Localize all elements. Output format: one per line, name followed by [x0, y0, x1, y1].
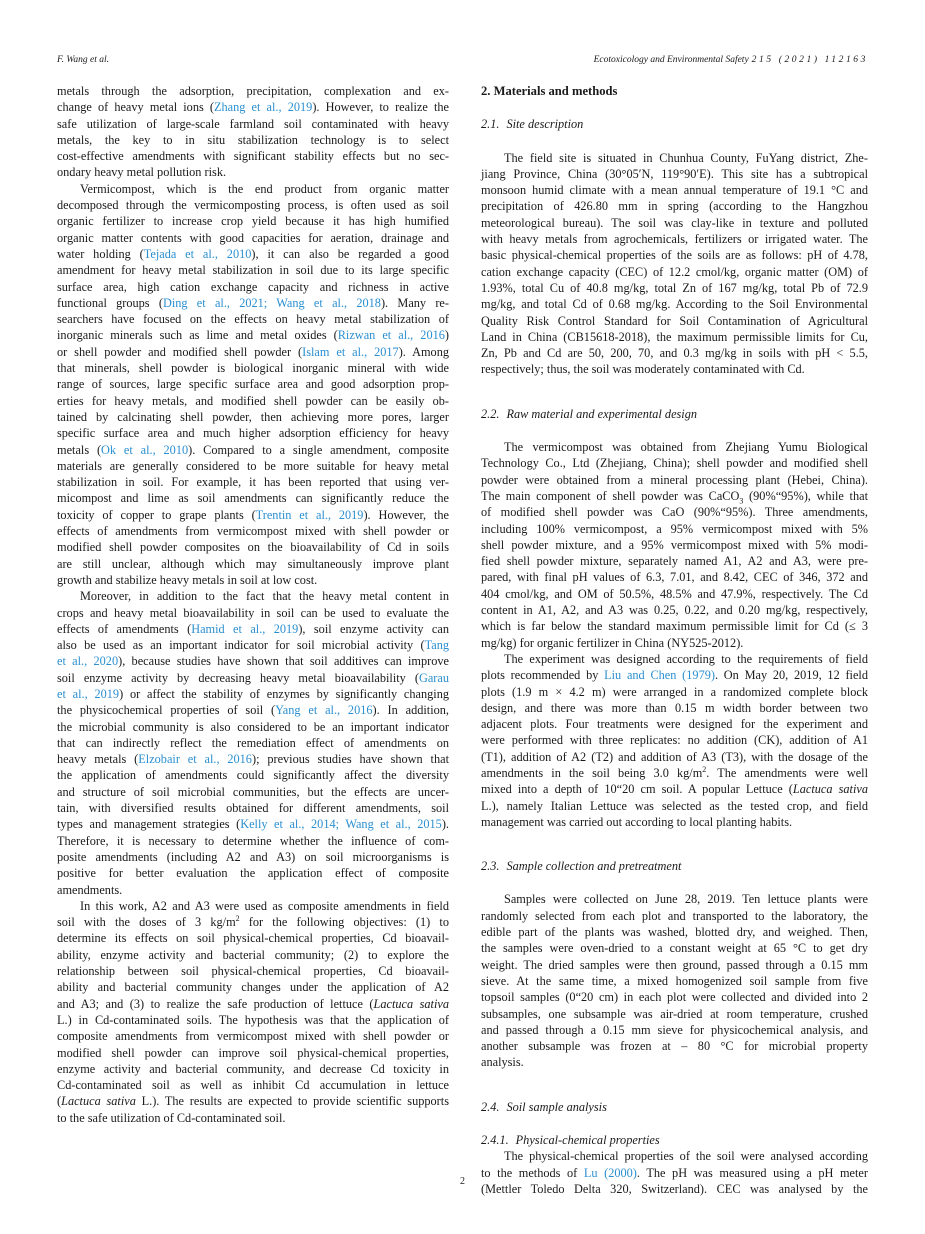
subsection-number: 2.3.	[481, 859, 500, 874]
text-line: sieve. At the same time, a mixed homogenized soil sample from five	[481, 973, 868, 988]
text-line: that minerals, shell powder is biological inorganic mineral with wide	[57, 361, 449, 376]
text-line: searchers have focused on the effects on heavy metal stabilization of	[57, 312, 449, 327]
text-line: the microbial community is also considered to be an important indicator	[57, 719, 449, 734]
text-line: effects of amendments from vermicompost mixed with shell powder or	[57, 524, 449, 539]
text-line: powder were obtained from a mineral processing plant (Hebei, China).	[481, 472, 868, 487]
left-column	[57, 83, 449, 1126]
text-line: stabilization in soil. For example, it has been reported that using ver-	[57, 475, 449, 490]
text-line: posite amendments (including A2 and A3) on soil microorganisms is	[57, 849, 449, 864]
text-line: amendment for heavy metal stabilization in soil due to its large specific	[57, 263, 449, 278]
text-line: tained by calcinating shell powder, then achieving more pores, larger	[57, 409, 449, 424]
text-line: Moreover, in addition to the fact that the heavy metal content in	[80, 589, 449, 604]
journal-name: Ecotoxicology and Environmental Safety	[593, 55, 749, 65]
paragraph	[481, 150, 868, 378]
text-line: micompost and lime as soil amendments can significantly reduce the	[57, 491, 449, 506]
paragraph	[481, 891, 868, 1070]
text-line: were performed with three replicates: no addition (CK), addition of A1	[481, 733, 868, 748]
citation-link[interactable]: Ding et al., 2021; Wang et al., 2018	[162, 295, 381, 310]
text-line: ability, enzyme activity and bacterial community; (2) to explore the	[57, 947, 449, 962]
citation-link[interactable]: Elzobair et al., 2016	[138, 752, 252, 767]
subscript: 3	[739, 496, 744, 506]
text-line: change of heavy metal ions (Zhang et al., 2019). However, to realize the	[57, 100, 450, 115]
text-line: effects of amendments (Hamid et al., 2019), soil enzyme activity can	[57, 621, 449, 636]
text-line: inorganic minerals such as lime and metal oxides (Rizwan et al., 2016)	[57, 328, 449, 343]
text-line: (Mettler Toledo Delta 320, Switzerland). CEC was analysed by the	[481, 1181, 868, 1196]
text-line: ondary heavy metal pollution risk.	[57, 165, 227, 180]
paragraph	[481, 1148, 868, 1197]
text-line: positive for better evaluation the application effect of composite	[57, 866, 449, 881]
text-line: Cd-contaminated soil as well as inhibit Cd accumulation in lettuce	[57, 1078, 449, 1093]
text-line: et al., 2019) or affect the stability of enzymes by significantly changing	[57, 686, 450, 701]
text-line: organic matter contents with good capacities for aeration, drainage and	[57, 230, 449, 245]
subsection	[481, 406, 868, 830]
text-line: safe utilization of large-scale farmland soil contaminated with heavy	[57, 116, 449, 131]
subsubsection-heading	[481, 1132, 868, 1148]
species-name: Lactuca sativa	[61, 1094, 136, 1109]
subsection	[481, 858, 868, 1071]
text-line: amendments in the soil being 3.0 $kg/m^2$. The amendments were well	[481, 764, 868, 780]
paragraph	[481, 439, 868, 651]
text-line: soil enzyme activity by decreasing heavy metal bioavailability (Garau	[57, 670, 449, 685]
text-line: cation exchange capacity (CEC) of 12.2 cmol/kg, organic matter (OM) of	[481, 264, 868, 279]
subsection-heading	[481, 406, 868, 422]
citation-link[interactable]: Rizwan et al., 2016	[337, 328, 445, 343]
text-line: randomly selected from each plot and transported to the laboratory, the	[481, 908, 868, 923]
paragraph	[57, 181, 449, 588]
text-line: materials are generally considered to be more suitable for heavy metal	[57, 458, 449, 473]
citation-link[interactable]: Islam et al., 2017	[302, 344, 399, 359]
text-line: Land in China (CB15618-2018), the maximum permissible limits for Cu,	[481, 329, 868, 344]
text-line: basic physical-chemical properties of the soils are as follows: pH of 4.78,	[481, 248, 868, 263]
text-line: respectively; thus, the soil was moderately contaminated with Cd.	[481, 362, 805, 377]
citation-link[interactable]: Yang et al., 2016	[275, 703, 373, 718]
right-column	[481, 83, 868, 1197]
text-line: of modified shell powder was CaO (90%“95%). Three amendments,	[481, 505, 868, 520]
text-line: enzyme activity and bacterial community, and decrease Cd toxicity in	[57, 1061, 449, 1076]
text-line: tain, with diversified results obtained for different amendments, soil	[57, 801, 449, 816]
text-line: mg/kg) for organic fertilizer in China (NY525-2012).	[481, 635, 744, 650]
text-line: soil with the doses of 3 $kg/m^2$ for the following objectives: (1) to	[57, 914, 449, 930]
text-line: metals (Ok et al., 2010). Compared to a single amendment, composite	[57, 442, 449, 457]
text-line: analysis.	[481, 1055, 524, 1070]
text-line: growth and stabilize heavy metals in soil at low cost.	[57, 572, 318, 587]
text-line: Vermicompost, which is the end product from organic matter	[80, 181, 449, 196]
text-line: fied shell powder mixture, separately named A1, A2 and A3, were pre-	[481, 554, 868, 569]
text-line: metals through the adsorption, precipitation, complexation and ex-	[57, 84, 449, 98]
subsection-heading	[481, 858, 868, 874]
text-line: mixed into a depth of 10“20 cm soil. A popular Lettuce (Lactuca sativa	[481, 782, 868, 797]
text-line: functional groups (Ding et al., 2021; Wang et al., 2018). Many re-	[57, 295, 449, 310]
text-line: also be used as an important indicator for soil microbial activity (Tang	[57, 638, 449, 653]
text-line: decomposed through the vermicomposting process, is often used as soil	[57, 198, 449, 213]
text-line: 404 cmol/kg, and OM of 50.5%, 48.5% and 47.9%, respectively. The Cd	[481, 586, 868, 601]
paragraph	[481, 651, 868, 830]
subsection	[481, 116, 868, 377]
text-line: L.), namely Italian Lettuce was selected as the tested crop, and field	[481, 798, 868, 813]
citation-link[interactable]: Ok et al., 2010	[101, 442, 189, 457]
text-line: and structure of soil microbial communities, but the effects are uncer-	[57, 784, 449, 799]
text-line: (Lactuca sativa L.). The results are expected to provide scientific supports	[57, 1094, 449, 1109]
citation-link[interactable]: Tejada et al., 2010	[143, 246, 252, 261]
text-line: to the methods of Lu (2000). The pH was measured using a pH meter	[481, 1165, 868, 1180]
text-line: The experiment was designed according to the requirements of field	[504, 651, 868, 666]
text-line: the physicochemical properties of soil (Yang et al., 2016). In addition,	[57, 703, 449, 718]
citation-link[interactable]: Liu and Chen (1979)	[604, 668, 715, 683]
text-line: and A3; and (3) to realize the safe production of lettuce (Lactuca sativa	[57, 996, 449, 1011]
text-line: erties for heavy metals, and modified shell powder can be easily ob-	[57, 393, 449, 408]
subsubsection-title: Physical-chemical properties	[515, 1133, 660, 1148]
text-line: shell powder mixture, and a 95% vermicompost mixed with 5% modi-	[481, 537, 868, 552]
text-line: Quality Risk Control Standard for Soil Contamination of Agricultural	[481, 313, 868, 328]
text-line: The vermicompost was obtained from Zhejiang Yumu Biological	[504, 440, 868, 455]
text-line: metals, the key to in situ stabilization technology is to select	[57, 132, 449, 147]
text-line: L.) in Cd-contaminated soils. The hypothesis was that the application of	[57, 1012, 449, 1027]
subsection-title: Soil sample analysis	[506, 1099, 607, 1114]
text-line: topsoil samples (0“20 cm) in each plot were collected and divided into 2	[481, 990, 868, 1005]
citation-link[interactable]: Kelly et al., 2014; Wang et al., 2015	[240, 817, 442, 832]
running-header-author: F. Wang et al.	[57, 55, 109, 65]
subsection-heading	[481, 1099, 868, 1115]
text-line: which is far below the standard maximum permissible limit for Cd (≤ 3	[481, 619, 868, 634]
text-line: modified shell powder composites on the bioavailability of Cd in soils	[57, 540, 449, 555]
subsection-title: Sample collection and pretreatment	[506, 859, 682, 874]
text-line: composite amendments from vermicompost mixed with shell powder or	[57, 1029, 449, 1044]
text-line: ability and bacterial community changes under the application of A2	[57, 980, 449, 995]
text-line: specific surface area and much higher adsorption efficiency for heavy	[57, 426, 449, 441]
journal-citation: 215 (2021) 112163	[751, 55, 868, 65]
text-line: cost-effective amendments with significant stability effects but no sec-	[57, 149, 449, 164]
text-line: The field site is situated in Chunhua County, FuYang district, Zhe-	[504, 150, 868, 165]
superscript: 2	[702, 764, 707, 774]
text-line: amendments.	[57, 882, 123, 897]
text-line: determine its effects on soil physical-chemical properties, Cd bioavail-	[57, 931, 449, 946]
section-heading: 2. Materials and methods	[481, 84, 618, 98]
running-header-journal	[594, 55, 868, 65]
citation-link[interactable]: Garau	[418, 670, 449, 685]
text-line: weight. The dried samples were then ground, passed through a 0.15 mm	[481, 957, 868, 972]
text-line: the application of amendments could significantly affect the diversity	[57, 768, 449, 783]
text-line: organic fertilizer to increase crop yield because it has high humified	[57, 214, 449, 229]
page-number: 2	[460, 1176, 465, 1187]
citation-link[interactable]: Trentin et al., 2019	[255, 507, 364, 522]
citation-link[interactable]: Lu (2000)	[583, 1165, 637, 1180]
text-line: with heavy metals from agrochemicals, fertilizers or irrigated water. The	[481, 232, 868, 247]
text-line: crops and heavy metal bioavailability in soil can be used to evaluate the	[57, 605, 449, 620]
text-line: precipitation of 426.80 mm in spring (according to the Hangzhou	[481, 199, 868, 214]
species-name: Lactuca sativa	[792, 782, 868, 797]
text-line: surface area, high cation exchange capacity and richness in active	[57, 279, 449, 294]
text-line: including 100% vermicompost, a 95% vermicompost mixed with 5%	[481, 521, 868, 536]
text-line: water holding (Tejada et al., 2010), it can also be regarded a good	[57, 246, 450, 261]
subsection-heading	[481, 116, 868, 132]
text-line: modified shell powder can improve soil physical-chemical properties,	[57, 1045, 449, 1060]
text-line: are still unclear, although which may simultaneously improve plant	[57, 556, 449, 571]
text-line: pared, with final pH values of 6.3, 7.01, and 8.42, CEC of 346, 372 and	[481, 570, 868, 585]
text-line: The physical-chemical properties of the soil were analysed according	[504, 1149, 868, 1164]
text-line: Samples were collected on June 28, 2019. Ten lettuce plants were	[504, 892, 868, 907]
text-line: (T1), addition of A2 (T2) and addition of A3 (T3), with the dosage of the	[481, 749, 868, 764]
text-line: In this work, A2 and A3 were used as composite amendments in field	[80, 898, 449, 913]
text-line: another subsample was frozen at – 80 °C for microbial property	[481, 1039, 868, 1054]
text-line: heavy metals (Elzobair et al., 2016); previous studies have shown that	[57, 752, 449, 767]
text-line: adjacent plots. Four treatments were designed for the experiment and	[481, 717, 868, 732]
text-line: management was carried out according to local planting habits.	[481, 814, 793, 829]
text-line: plots recommended by Liu and Chen (1979). On May 20, 2019, 12 field	[481, 668, 868, 683]
text-line: mg/kg, and total Cd of 0.68 mg/kg. According to the Soil Environmental	[481, 297, 868, 312]
text-line: Technology Co., Ltd (Zhejiang, China); shell powder and modified shell	[481, 456, 868, 471]
citation-link[interactable]: et al., 2019	[57, 686, 120, 701]
citation-link[interactable]: et al., 2020	[57, 654, 119, 669]
subsection-number: 2.1.	[481, 117, 500, 132]
text-line: The main component of shell powder was CaCO$_3$ (90%“95%), while that	[481, 488, 868, 506]
subsection-number: 2.4.	[481, 1099, 500, 1114]
text-line: content in A1, A2, and A3 was 0.25, 0.22, and 0.20 mg/kg, respectively,	[481, 603, 868, 618]
subsection-number: 2.2.	[481, 406, 500, 421]
text-line: design, and there was more than 0.15 m width border between two	[481, 700, 868, 715]
paragraph	[57, 588, 449, 898]
text-line: 1.93%, total Cu of 40.8 mg/kg, total Zn of 167 mg/kg, total Pb of 72.9	[481, 280, 868, 295]
text-line: subsamples, one subsample was air-dried at room temperature, crushed	[481, 1006, 868, 1021]
subsubsection-number: 2.4.1.	[481, 1133, 509, 1148]
species-name: Lactuca sativa	[373, 996, 449, 1011]
paragraph	[57, 83, 449, 181]
superscript: 2	[235, 914, 240, 924]
text-line: to the safe utilization of Cd-contaminated soil.	[57, 1110, 286, 1125]
text-line: or shell powder and modified shell powder (Islam et al., 2017). Among	[57, 344, 449, 359]
text-line: range of sources, large specific surface area and good adsorption prop-	[57, 377, 449, 392]
text-line: meteorological bureau). The soil was clay-like in texture and polluted	[481, 215, 868, 230]
text-line: et al., 2020), because studies have shown that soil additives can improve	[57, 654, 449, 669]
subsection-title: Site description	[506, 117, 584, 132]
text-line: that can indirectly reflect the remediation effect of amendments on	[57, 735, 449, 750]
text-line: toxicity of copper to grape plants (Trentin et al., 2019). However, the	[57, 507, 449, 522]
text-line: and passed through a 0.15 mm sieve for physicochemical analysis, and	[481, 1022, 868, 1037]
citation-link[interactable]: Zhang et al., 2019	[214, 100, 313, 115]
text-line: monsoon humid climate with a mean annual temperature of 19.1 °C and	[481, 183, 868, 198]
text-line: the samples were oven-dried to a constant weight at 65 °C to get dry	[481, 941, 868, 956]
text-line: edible part of the plants was washed, blotted dry, and weighed. Then,	[481, 925, 868, 940]
text-line: types and management strategies (Kelly et al., 2014; Wang et al., 2015).	[57, 817, 449, 832]
text-line: jiang Province, China (30°05′N, 119°90′E). This site has a subtropical	[481, 166, 868, 181]
citation-link[interactable]: Tang	[424, 638, 449, 653]
text-line: plots (1.9 m × 4.2 m) were arranged in a randomized complete block	[481, 684, 868, 699]
subsection	[481, 1099, 868, 1115]
text-line: Zn, Pb and Cd are 50, 200, 70, and 0.3 mg/kg in soils with pH < 5.5,	[481, 346, 868, 361]
paragraph	[57, 898, 449, 1126]
subsection-title: Raw material and experimental design	[506, 406, 698, 421]
citation-link[interactable]: Hamid et al., 2019	[191, 621, 299, 636]
text-line: relationship between soil physical-chemical properties, Cd bioavail-	[57, 964, 449, 979]
text-line: Therefore, it is necessary to determine whether the influence of com-	[57, 833, 449, 848]
